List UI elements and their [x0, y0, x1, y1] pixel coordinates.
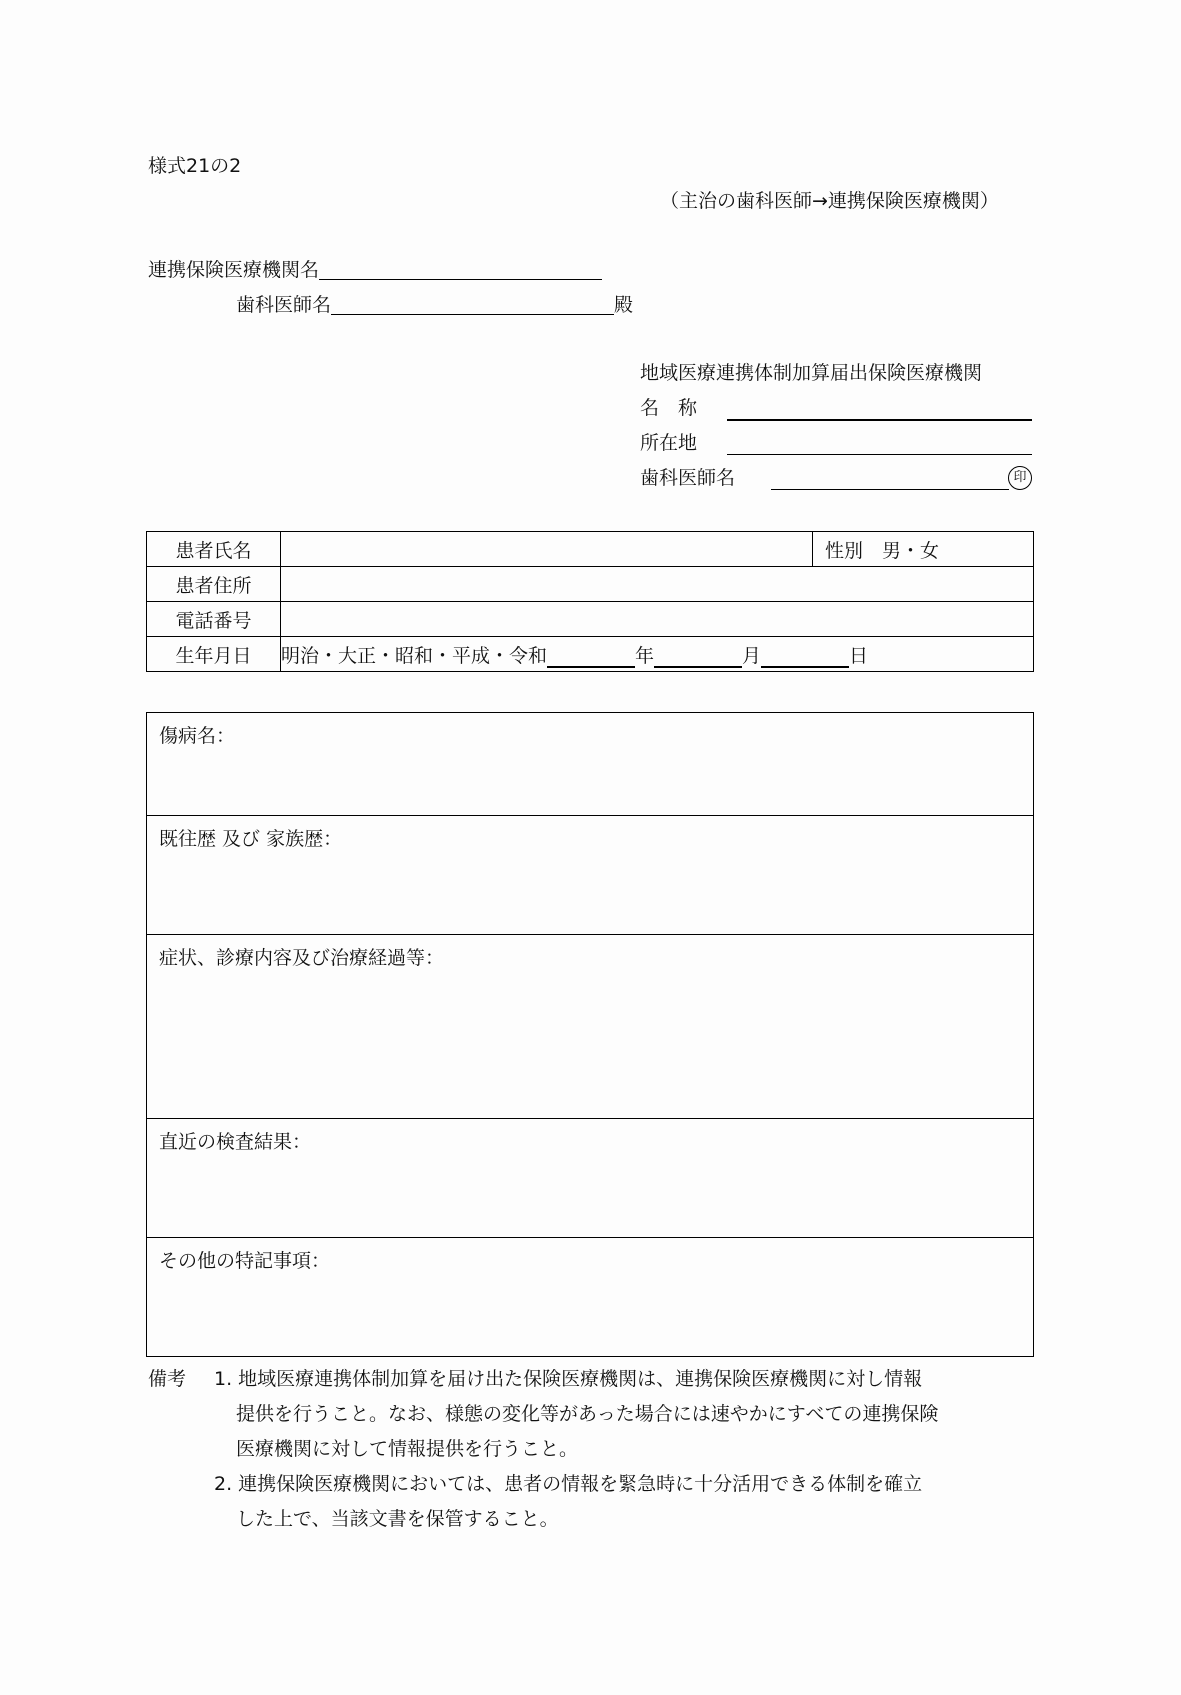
addressee-dentist-field[interactable] — [331, 295, 614, 315]
seal-icon: 印 — [1008, 466, 1032, 490]
sex-selector[interactable]: 性別 男・女 — [813, 532, 1034, 567]
patient-address-field[interactable] — [281, 567, 1034, 602]
remark-2-line-1: 2. 連携保険医療機関においては、患者の情報を緊急時に十分活用できる体制を確立 — [214, 1473, 923, 1495]
addressee-institution-field[interactable] — [319, 260, 602, 280]
sender-name-field[interactable] — [727, 419, 1032, 421]
addressee-dentist-label: 歯科医師名 — [236, 294, 332, 316]
sender-heading: 地域医療連携体制加算届出保険医療機関 — [640, 362, 983, 384]
honorific: 殿 — [614, 294, 634, 316]
month-unit: 月 — [742, 644, 762, 667]
remarks-heading: 備考 — [148, 1368, 187, 1390]
patient-name-label: 患者氏名 — [147, 532, 281, 567]
remark-1-line-2: 提供を行うこと。なお、様態の変化等があった場合には速やかにすべての連携保険 — [236, 1403, 939, 1425]
sender-dentist-field[interactable] — [771, 489, 1009, 490]
history-label: 既往歴 及び 家族歴： — [159, 828, 343, 850]
day-unit: 日 — [849, 644, 869, 667]
direction-note: （主治の歯科医師→連携保険医療機関） — [660, 190, 999, 212]
addressee-dentist-row — [236, 295, 633, 315]
remark-2-line-2: した上で、当該文書を保管すること。 — [236, 1508, 559, 1530]
table-row — [147, 637, 1034, 672]
phone-label: 電話番号 — [147, 602, 281, 637]
test-results-section[interactable] — [147, 1118, 1033, 1237]
diagnosis-section[interactable] — [147, 713, 1033, 815]
remark-1-line-1: 1. 地域医療連携体制加算を届け出た保険医療機関は、連携保険医療機関に対し情報 — [214, 1368, 923, 1390]
era-selector[interactable]: 明治・大正・昭和・平成・令和 — [281, 644, 548, 667]
year-unit: 年 — [635, 644, 655, 667]
addressee-institution-row — [148, 260, 602, 280]
symptoms-treatment-section[interactable] — [147, 934, 1033, 1118]
symptoms-label: 症状、診療内容及び治療経過等： — [159, 947, 445, 969]
remark-1-line-3: 医療機関に対して情報提供を行うこと。 — [236, 1438, 579, 1460]
addressee-institution-label: 連携保険医療機関名 — [148, 259, 320, 281]
dob-day-field[interactable] — [761, 648, 849, 668]
dob-label: 生年月日 — [147, 637, 281, 672]
sender-name-label: 名 称 — [640, 397, 698, 419]
table-row — [147, 532, 1034, 567]
sender-address-field[interactable] — [727, 454, 1032, 455]
dob-month-field[interactable] — [654, 648, 742, 668]
table-row — [147, 602, 1034, 637]
dob-year-field[interactable] — [547, 648, 635, 668]
history-section[interactable] — [147, 815, 1033, 934]
table-row — [147, 567, 1034, 602]
diagnosis-label: 傷病名： — [159, 725, 236, 747]
patient-address-label: 患者住所 — [147, 567, 281, 602]
dob-field — [281, 637, 1034, 672]
sender-dentist-label: 歯科医師名 — [640, 467, 736, 489]
other-notes-section[interactable] — [147, 1237, 1033, 1356]
sender-address-label: 所在地 — [640, 432, 698, 454]
patient-info-table — [146, 531, 1034, 672]
test-results-label: 直近の検査結果： — [159, 1131, 312, 1153]
remarks — [148, 1362, 1036, 1537]
patient-name-field[interactable] — [281, 532, 813, 567]
phone-field[interactable] — [281, 602, 1034, 637]
clinical-info-sections — [146, 712, 1034, 1357]
other-notes-label: その他の特記事項： — [159, 1250, 331, 1272]
form-number: 様式21の2 — [148, 155, 242, 177]
